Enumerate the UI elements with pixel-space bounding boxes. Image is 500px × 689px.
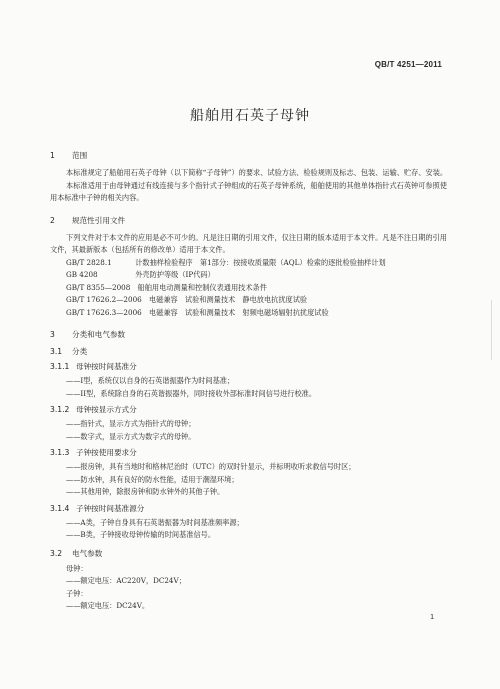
subsection-title: 分类 [72, 347, 88, 356]
list-item: ——额定电压：AC220V，DC24V； [66, 576, 186, 585]
clause-number: 3.1.2 [50, 405, 70, 414]
section-classification [50, 329, 450, 613]
list-item: ——I型，系统仅以自身的石英谐振器作为时间基准； [66, 376, 235, 385]
section-heading [50, 329, 450, 340]
section-title: 分类和电气参数 [72, 330, 126, 339]
reference-title: 电磁兼容 试验和测量技术 射频电磁场辐射抗扰度试验 [148, 307, 329, 317]
section-scope [50, 150, 450, 205]
clause-title: 母钟按时间基准分 [76, 362, 137, 371]
subsection-number: 3.1 [50, 347, 63, 356]
reference-title: 电磁兼容 试验和测量技术 静电放电抗扰度试验 [148, 295, 308, 304]
section-number: 2 [50, 215, 55, 225]
reference-title: 计数抽样检验程序 第1部分：按接收质量限（AQL）检索的逐批检验抽样计划 [135, 257, 386, 267]
clause-title: 母钟按显示方式分 [76, 405, 137, 414]
section-heading [50, 215, 450, 226]
list-item: ——报房钟，具有当地时和格林尼治时（UTC）的双时针显示，并标明收听求救信号时区； [66, 462, 356, 471]
section-title: 规范性引用文件 [72, 215, 126, 225]
subsection-heading [50, 548, 450, 559]
label-text: 子钟： [66, 588, 88, 598]
subsection-number: 3.2 [50, 548, 63, 558]
paragraph: 本标准适用于由母钟通过有线连接与多个指针式子钟组成的石英子母钟系统，船舶使用的其他单体指针式石英钟可参照使用本标准中子钟的相关内容。 [50, 180, 447, 202]
document-title: 船舶用石英子母钟 [190, 108, 310, 124]
reference-item [50, 307, 450, 320]
subsection-heading [50, 346, 450, 357]
reference-code: GB/T 2828.1 [66, 257, 112, 267]
section-number: 1 [50, 151, 55, 160]
clause-title: 子钟按使用要求分 [76, 448, 137, 457]
clause-number: 3.1.1 [50, 362, 70, 371]
reference-item [50, 257, 450, 270]
reference-code: GB 4208 [66, 270, 98, 279]
reference-code: GB/T 8355—2008 [66, 282, 131, 292]
reference-code: GB/T 17626.3—2006 [66, 307, 142, 317]
reference-item [50, 282, 450, 295]
paragraph: 本标准规定了船舶用石英子母钟（以下简称“子母钟”）的要求、试验方法、检验规则及标志、包装、运输、贮存、安装。 [66, 168, 448, 177]
list-item: ——数字式，显示方式为数字式的母钟。 [66, 431, 196, 441]
clause-number: 3.1.3 [50, 448, 70, 457]
section-title: 范围 [72, 151, 88, 160]
section-number: 3 [50, 330, 55, 339]
clause-heading [50, 503, 450, 514]
list-item: ——防水钟，具有良好的防水性能，适用于潮湿环境； [66, 474, 239, 484]
reference-code: GB/T 17626.2—2006 [66, 295, 142, 304]
clause-number: 3.1.4 [50, 503, 70, 513]
page-number: 1 [430, 614, 434, 621]
reference-title: 外壳防护等级（IP代码） [135, 270, 215, 279]
list-item: ——B类，子钟接收母钟传输的时间基准信号。 [66, 530, 216, 539]
clause-title: 子钟按时间基准源分 [76, 503, 145, 513]
list-item: ——A类，子钟自身具有石英谐振器为时间基准频率源； [66, 517, 244, 527]
subsection-title: 电气参数 [72, 548, 103, 558]
list-item: ——其他用钟，除报房钟和防水钟外的其他子钟。 [66, 487, 225, 496]
section-normative-references [50, 215, 450, 320]
reference-title: 船舶用电动测量和控制仪表通用技术条件 [137, 282, 267, 292]
reference-item [50, 269, 450, 282]
list-item: ——II型，系统除自身的石英谐振器外，同时接收外部标准时间信号进行校准。 [66, 388, 317, 398]
paragraph: 下列文件对于本文件的应用是必不可少的。凡是注日期的引用文件，仅注日期的版本适用于本文件。凡是不注日期的引用文件，其最新版本（包括所有的修改单）适用于本文件。 [50, 232, 447, 254]
section-heading [50, 150, 450, 161]
scan-artifact [491, 300, 492, 360]
standard-number: QB/T 4251—2011 [374, 60, 442, 69]
clause-heading [50, 361, 450, 372]
label-text: 母钟： [66, 563, 88, 573]
list-item: ——指针式，显示方式为指针式的母钟； [66, 419, 196, 428]
clause-heading [50, 447, 450, 458]
clause-heading [50, 404, 450, 415]
list-item: ——额定电压：DC24V。 [66, 601, 150, 610]
document-body [50, 150, 450, 613]
reference-item [50, 294, 450, 307]
